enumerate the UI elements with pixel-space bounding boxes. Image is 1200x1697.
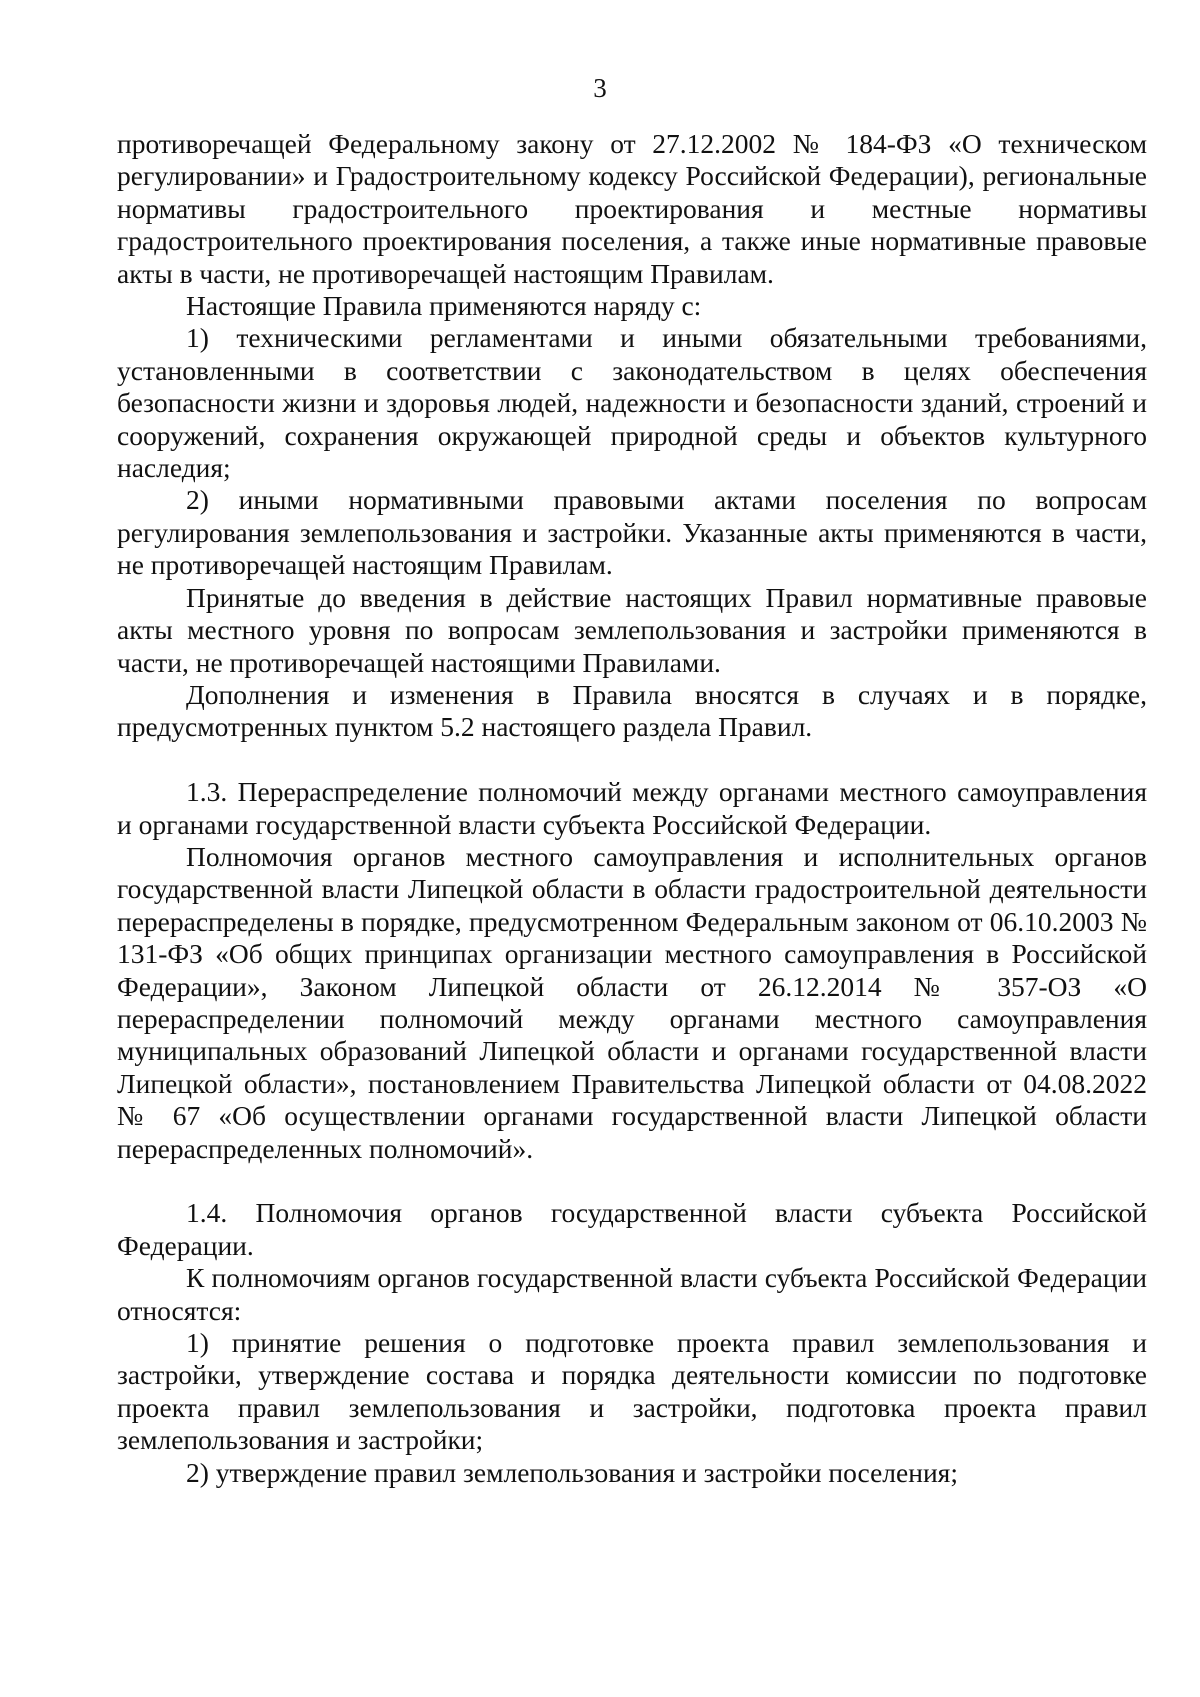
list-item-2: 2) иными нормативными правовыми актами поселения по вопросам регулирования землепользования и застройки. Указанные акты применяются в части, не противоречащей настоящим Правилам. bbox=[117, 484, 1147, 581]
paragraph-continuation: противоречащей Федеральному закону от 27.12.2002 № 184-ФЗ «О техническом регулировании» и Градостроительному кодексу Российской Федерации), региональные нормативы градостроительного проектирования и местные нормативы градостроительного проектирования поселения, а также иные нормативные правовые акты в части, не противоречащей настоящим Правилам. bbox=[117, 128, 1147, 289]
paragraph-prior-acts: Принятые до введения в действие настоящих Правил нормативные правовые акты местного уровня по вопросам землепользования и застройки применяются в части, не противоречащей настоящими Правилами. bbox=[117, 581, 1147, 678]
list-item-1: 1) техническими регламентами и иными обязательными требованиями, установленными в соответствии с законодательством в целях обеспечения безопасности жизни и здоровья людей, надежности и безопасности зданий, строений и сооружений, сохранения окружающей природной среды и объектов культурного наследия; bbox=[117, 322, 1147, 484]
document-body bbox=[117, 128, 1147, 1489]
powers-list-item-2: 2) утверждение правил землепользования и застройки поселения; bbox=[186, 1456, 958, 1488]
paragraph-powers-redistribution: Полномочия органов местного самоуправления и исполнительных органов государственной власти Липецкой области в области градостроительной деятельности перераспределены в порядке, предусмотренном Федеральным законом от 06.10.2003 № 131-ФЗ «Об общих принципах организации местного самоуправления в Российской Федерации», Законом Липецкой области от 26.12.2014 № 357-ОЗ «О перераспределении полномочий между органами местного самоуправления муниципальных образований Липецкой области и органами государственной власти Липецкой области», постановлением Правительства Липецкой области от 04.08.2022 № 67 «Об осуществлении органами государственной власти Липецкой области перераспределенных полномочий». bbox=[117, 840, 1147, 1164]
powers-list-item-1: 1) принятие решения о подготовке проекта правил землепользования и застройки, утверждение состава и порядка деятельности комиссии по подготовке проекта правил землепользования и застройки, подготовка проекта правил землепользования и застройки; bbox=[117, 1327, 1147, 1456]
paragraph-intro: Настоящие Правила применяются наряду с: bbox=[186, 290, 702, 322]
paragraph-powers-intro: К полномочиям органов государственной власти субъекта Российской Федерации относятся: bbox=[117, 1262, 1147, 1326]
page-number: 3 bbox=[593, 73, 607, 103]
section-spacer bbox=[117, 744, 1147, 776]
section-heading-1-4: 1.4. Полномочия органов государственной власти субъекта Российской Федерации. bbox=[117, 1197, 1147, 1261]
section-heading-1-3: 1.3. Перераспределение полномочий между органами местного самоуправления и органами государственной власти субъекта Российской Федерации. bbox=[117, 776, 1147, 840]
section-spacer bbox=[117, 1165, 1147, 1197]
paragraph-amendments: Дополнения и изменения в Правила вносятся в случаях и в порядке, предусмотренных пунктом 5.2 настоящего раздела Правил. bbox=[117, 678, 1147, 743]
